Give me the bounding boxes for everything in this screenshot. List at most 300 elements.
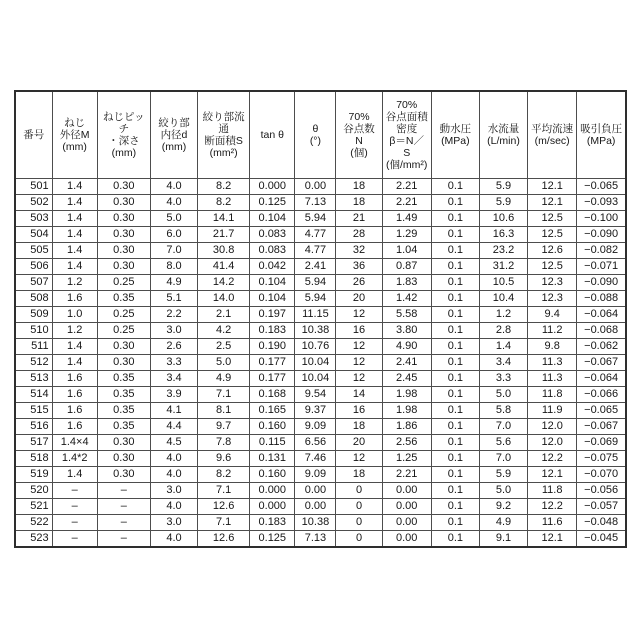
value-cell: 2.6 [150, 339, 197, 355]
value-cell: 3.4 [150, 371, 197, 387]
value-cell: 0.000 [250, 499, 295, 515]
value-cell: −0.093 [577, 195, 626, 211]
value-cell: – [97, 531, 150, 548]
value-cell: 0 [336, 531, 382, 548]
column-header: 平均流速 (m/sec) [528, 91, 577, 179]
value-cell: 0.1 [431, 275, 479, 291]
column-header: 吸引負圧 (MPa) [577, 91, 626, 179]
value-cell: 5.0 [479, 483, 527, 499]
column-header: ねじ 外径M (mm) [52, 91, 97, 179]
value-cell: 0.1 [431, 211, 479, 227]
value-cell: 2.21 [382, 195, 431, 211]
row-number-cell: 516 [15, 419, 52, 435]
value-cell: 10.6 [479, 211, 527, 227]
row-number-cell: 517 [15, 435, 52, 451]
table-row [15, 403, 626, 419]
value-cell: 5.9 [479, 195, 527, 211]
value-cell: 0.35 [97, 403, 150, 419]
value-cell: 36 [336, 259, 382, 275]
value-cell: 4.9 [198, 371, 250, 387]
value-cell: 0.177 [250, 355, 295, 371]
value-cell: 1.4 [52, 355, 97, 371]
value-cell: 5.9 [479, 467, 527, 483]
value-cell: 4.90 [382, 339, 431, 355]
value-cell: 3.80 [382, 323, 431, 339]
row-number-cell: 518 [15, 451, 52, 467]
value-cell: 3.0 [150, 323, 197, 339]
value-cell: 2.21 [382, 467, 431, 483]
value-cell: 0.183 [250, 323, 295, 339]
value-cell: −0.065 [577, 403, 626, 419]
value-cell: 16 [336, 403, 382, 419]
value-cell: 0.00 [295, 483, 336, 499]
value-cell: 0.160 [250, 467, 295, 483]
value-cell: 0.1 [431, 227, 479, 243]
row-number-cell: 506 [15, 259, 52, 275]
value-cell: 0.165 [250, 403, 295, 419]
table-row [15, 371, 626, 387]
value-cell: – [52, 531, 97, 548]
value-cell: 0.00 [295, 179, 336, 195]
value-cell: 8.2 [198, 179, 250, 195]
value-cell: 0.35 [97, 291, 150, 307]
value-cell: −0.082 [577, 243, 626, 259]
value-cell: 8.2 [198, 467, 250, 483]
value-cell: 11.15 [295, 307, 336, 323]
value-cell: 6.0 [150, 227, 197, 243]
value-cell: 12.6 [198, 531, 250, 548]
value-cell: −0.071 [577, 259, 626, 275]
value-cell: 5.0 [198, 355, 250, 371]
value-cell: 0.00 [382, 515, 431, 531]
value-cell: 14.0 [198, 291, 250, 307]
table-row [15, 323, 626, 339]
value-cell: 1.4 [52, 339, 97, 355]
value-cell: 9.1 [479, 531, 527, 548]
column-header: tan θ [250, 91, 295, 179]
value-cell: 9.7 [198, 419, 250, 435]
row-number-cell: 522 [15, 515, 52, 531]
data-table [14, 90, 627, 548]
value-cell: 0.00 [295, 499, 336, 515]
value-cell: 4.0 [150, 195, 197, 211]
value-cell: −0.066 [577, 387, 626, 403]
value-cell: −0.062 [577, 339, 626, 355]
value-cell: 1.42 [382, 291, 431, 307]
value-cell: 7.13 [295, 195, 336, 211]
value-cell: 7.1 [198, 387, 250, 403]
value-cell: – [97, 483, 150, 499]
value-cell: 18 [336, 467, 382, 483]
value-cell: 10.76 [295, 339, 336, 355]
row-number-cell: 513 [15, 371, 52, 387]
value-cell: 12 [336, 371, 382, 387]
value-cell: 2.56 [382, 435, 431, 451]
value-cell: 0.042 [250, 259, 295, 275]
value-cell: 0.30 [97, 259, 150, 275]
value-cell: 0.30 [97, 195, 150, 211]
value-cell: 11.8 [528, 387, 577, 403]
value-cell: 12.0 [528, 435, 577, 451]
value-cell: −0.075 [577, 451, 626, 467]
value-cell: 4.77 [295, 243, 336, 259]
value-cell: 0.1 [431, 179, 479, 195]
header-row [15, 91, 626, 179]
value-cell: 9.37 [295, 403, 336, 419]
value-cell: 3.4 [479, 355, 527, 371]
value-cell: 4.5 [150, 435, 197, 451]
value-cell: 0.30 [97, 227, 150, 243]
column-header: 絞り部流通 断面積S (mm²) [198, 91, 250, 179]
value-cell: 2.45 [382, 371, 431, 387]
table-row [15, 387, 626, 403]
value-cell: 1.6 [52, 403, 97, 419]
value-cell: 1.0 [52, 307, 97, 323]
value-cell: 4.2 [198, 323, 250, 339]
row-number-cell: 519 [15, 467, 52, 483]
value-cell: 1.2 [479, 307, 527, 323]
row-number-cell: 502 [15, 195, 52, 211]
table-row [15, 339, 626, 355]
table-row [15, 419, 626, 435]
value-cell: 12.1 [528, 467, 577, 483]
value-cell: 1.04 [382, 243, 431, 259]
row-number-cell: 508 [15, 291, 52, 307]
value-cell: −0.064 [577, 371, 626, 387]
value-cell: 1.6 [52, 371, 97, 387]
table-row [15, 531, 626, 548]
value-cell: 8.2 [198, 195, 250, 211]
column-header: ねじピッチ ・深さ (mm) [97, 91, 150, 179]
value-cell: 20 [336, 291, 382, 307]
value-cell: 30.8 [198, 243, 250, 259]
row-number-cell: 523 [15, 531, 52, 548]
value-cell: 7.0 [479, 451, 527, 467]
value-cell: 11.9 [528, 403, 577, 419]
value-cell: −0.090 [577, 227, 626, 243]
value-cell: 21.7 [198, 227, 250, 243]
value-cell: – [97, 499, 150, 515]
value-cell: 12.5 [528, 211, 577, 227]
row-number-cell: 504 [15, 227, 52, 243]
value-cell: −0.067 [577, 419, 626, 435]
value-cell: 5.94 [295, 291, 336, 307]
row-number-cell: 520 [15, 483, 52, 499]
value-cell: 2.5 [198, 339, 250, 355]
table-row [15, 515, 626, 531]
value-cell: – [97, 515, 150, 531]
value-cell: −0.100 [577, 211, 626, 227]
row-number-cell: 501 [15, 179, 52, 195]
column-header: 70% 谷点数 N (個) [336, 91, 382, 179]
row-number-cell: 509 [15, 307, 52, 323]
value-cell: 16 [336, 323, 382, 339]
table-row [15, 211, 626, 227]
value-cell: 14 [336, 387, 382, 403]
value-cell: −0.068 [577, 323, 626, 339]
table-row [15, 467, 626, 483]
value-cell: 1.4 [52, 179, 97, 195]
value-cell: 6.56 [295, 435, 336, 451]
value-cell: 0.1 [431, 355, 479, 371]
value-cell: 0.30 [97, 435, 150, 451]
value-cell: 0.25 [97, 323, 150, 339]
value-cell: 28 [336, 227, 382, 243]
value-cell: 3.9 [150, 387, 197, 403]
value-cell: 1.6 [52, 419, 97, 435]
value-cell: 0.25 [97, 275, 150, 291]
row-number-cell: 521 [15, 499, 52, 515]
value-cell: 0.30 [97, 355, 150, 371]
value-cell: −0.065 [577, 179, 626, 195]
value-cell: −0.048 [577, 515, 626, 531]
value-cell: 0.30 [97, 211, 150, 227]
value-cell: 0.1 [431, 339, 479, 355]
value-cell: 0.000 [250, 179, 295, 195]
value-cell: 0.35 [97, 387, 150, 403]
row-number-cell: 512 [15, 355, 52, 371]
value-cell: – [52, 515, 97, 531]
value-cell: 2.21 [382, 179, 431, 195]
value-cell: 0.177 [250, 371, 295, 387]
value-cell: 4.0 [150, 467, 197, 483]
value-cell: 4.4 [150, 419, 197, 435]
value-cell: 12.3 [528, 275, 577, 291]
row-number-cell: 511 [15, 339, 52, 355]
value-cell: 9.4 [528, 307, 577, 323]
value-cell: −0.090 [577, 275, 626, 291]
value-cell: 4.0 [150, 499, 197, 515]
value-cell: 18 [336, 419, 382, 435]
value-cell: 0.104 [250, 275, 295, 291]
value-cell: −0.088 [577, 291, 626, 307]
value-cell: 1.49 [382, 211, 431, 227]
value-cell: 10.04 [295, 355, 336, 371]
value-cell: 0 [336, 483, 382, 499]
value-cell: 3.3 [150, 355, 197, 371]
value-cell: 0.104 [250, 291, 295, 307]
value-cell: 1.98 [382, 387, 431, 403]
row-number-cell: 507 [15, 275, 52, 291]
value-cell: 12.2 [528, 499, 577, 515]
value-cell: 0.00 [382, 499, 431, 515]
value-cell: 12.6 [198, 499, 250, 515]
row-number-cell: 505 [15, 243, 52, 259]
value-cell: 0.35 [97, 371, 150, 387]
value-cell: 11.3 [528, 371, 577, 387]
value-cell: 0.125 [250, 195, 295, 211]
value-cell: 4.0 [150, 179, 197, 195]
value-cell: 10.4 [479, 291, 527, 307]
value-cell: 0.30 [97, 243, 150, 259]
value-cell: 12.0 [528, 419, 577, 435]
value-cell: 4.9 [150, 275, 197, 291]
value-cell: 1.25 [382, 451, 431, 467]
value-cell: 1.2 [52, 275, 97, 291]
value-cell: 7.0 [479, 419, 527, 435]
value-cell: 0.1 [431, 323, 479, 339]
value-cell: 32 [336, 243, 382, 259]
value-cell: 10.38 [295, 323, 336, 339]
table-row [15, 483, 626, 499]
value-cell: 10.5 [479, 275, 527, 291]
value-cell: 11.2 [528, 323, 577, 339]
value-cell: 12.1 [528, 531, 577, 548]
value-cell: 0 [336, 499, 382, 515]
row-number-cell: 514 [15, 387, 52, 403]
value-cell: 18 [336, 179, 382, 195]
value-cell: – [52, 483, 97, 499]
value-cell: 0.1 [431, 451, 479, 467]
value-cell: 23.2 [479, 243, 527, 259]
value-cell: 1.6 [52, 387, 97, 403]
value-cell: 8.0 [150, 259, 197, 275]
value-cell: 0.1 [431, 499, 479, 515]
row-number-cell: 510 [15, 323, 52, 339]
value-cell: 0.083 [250, 243, 295, 259]
value-cell: 5.9 [479, 179, 527, 195]
column-header: 動水圧 (MPa) [431, 91, 479, 179]
value-cell: 4.0 [150, 531, 197, 548]
value-cell: 2.41 [295, 259, 336, 275]
value-cell: 11.3 [528, 355, 577, 371]
value-cell: 0.168 [250, 387, 295, 403]
table-row [15, 499, 626, 515]
value-cell: 4.77 [295, 227, 336, 243]
value-cell: −0.067 [577, 355, 626, 371]
value-cell: 5.8 [479, 403, 527, 419]
value-cell: 41.4 [198, 259, 250, 275]
value-cell: 0.125 [250, 531, 295, 548]
value-cell: 7.46 [295, 451, 336, 467]
value-cell: 5.58 [382, 307, 431, 323]
value-cell: 2.41 [382, 355, 431, 371]
value-cell: 0.1 [431, 195, 479, 211]
value-cell: 0.00 [382, 531, 431, 548]
value-cell: 9.09 [295, 419, 336, 435]
value-cell: 12.5 [528, 259, 577, 275]
table-row [15, 179, 626, 195]
value-cell: 14.1 [198, 211, 250, 227]
value-cell: 7.8 [198, 435, 250, 451]
value-cell: 1.4 [52, 211, 97, 227]
value-cell: 12.1 [528, 179, 577, 195]
value-cell: 12.1 [528, 195, 577, 211]
value-cell: 1.4 [479, 339, 527, 355]
value-cell: 12.2 [528, 451, 577, 467]
value-cell: 0.104 [250, 211, 295, 227]
value-cell: 7.13 [295, 531, 336, 548]
value-cell: 18 [336, 195, 382, 211]
table-row [15, 275, 626, 291]
value-cell: 0.30 [97, 179, 150, 195]
value-cell: 0.1 [431, 259, 479, 275]
value-cell: 21 [336, 211, 382, 227]
value-cell: 9.8 [528, 339, 577, 355]
value-cell: 11.6 [528, 515, 577, 531]
value-cell: 0 [336, 515, 382, 531]
value-cell: 1.4 [52, 243, 97, 259]
value-cell: 16.3 [479, 227, 527, 243]
value-cell: 1.86 [382, 419, 431, 435]
value-cell: 0.115 [250, 435, 295, 451]
column-header: 70% 谷点面積 密度 β＝N／ S (個/mm²) [382, 91, 431, 179]
value-cell: 0.1 [431, 243, 479, 259]
value-cell: 0.000 [250, 483, 295, 499]
value-cell: 5.0 [150, 211, 197, 227]
value-cell: −0.056 [577, 483, 626, 499]
value-cell: 1.83 [382, 275, 431, 291]
table-row [15, 195, 626, 211]
value-cell: 12 [336, 307, 382, 323]
value-cell: 5.0 [479, 387, 527, 403]
value-cell: 1.4 [52, 195, 97, 211]
value-cell: 5.94 [295, 275, 336, 291]
table-row [15, 291, 626, 307]
value-cell: 0.00 [382, 483, 431, 499]
value-cell: 1.4 [52, 467, 97, 483]
value-cell: 0.30 [97, 451, 150, 467]
value-cell: 7.1 [198, 515, 250, 531]
value-cell: 0.183 [250, 515, 295, 531]
row-number-cell: 515 [15, 403, 52, 419]
value-cell: −0.069 [577, 435, 626, 451]
value-cell: 12 [336, 451, 382, 467]
value-cell: 20 [336, 435, 382, 451]
value-cell: 4.0 [150, 451, 197, 467]
value-cell: 5.6 [479, 435, 527, 451]
value-cell: 0.1 [431, 403, 479, 419]
value-cell: 7.0 [150, 243, 197, 259]
value-cell: 9.6 [198, 451, 250, 467]
value-cell: 9.09 [295, 467, 336, 483]
value-cell: 1.4 [52, 227, 97, 243]
value-cell: 0.1 [431, 531, 479, 548]
value-cell: – [52, 499, 97, 515]
value-cell: 0.30 [97, 467, 150, 483]
value-cell: 12 [336, 355, 382, 371]
value-cell: 0.87 [382, 259, 431, 275]
value-cell: 10.38 [295, 515, 336, 531]
value-cell: 0.1 [431, 515, 479, 531]
value-cell: −0.064 [577, 307, 626, 323]
column-header: 番号 [15, 91, 52, 179]
value-cell: 2.1 [198, 307, 250, 323]
value-cell: 12.5 [528, 227, 577, 243]
value-cell: 12 [336, 339, 382, 355]
value-cell: 1.2 [52, 323, 97, 339]
value-cell: 0.1 [431, 467, 479, 483]
value-cell: 4.1 [150, 403, 197, 419]
value-cell: 7.1 [198, 483, 250, 499]
value-cell: 0.1 [431, 483, 479, 499]
value-cell: 0.131 [250, 451, 295, 467]
value-cell: 0.35 [97, 419, 150, 435]
value-cell: 2.2 [150, 307, 197, 323]
value-cell: 0.1 [431, 419, 479, 435]
value-cell: 3.0 [150, 483, 197, 499]
table-row [15, 243, 626, 259]
value-cell: 11.8 [528, 483, 577, 499]
value-cell: 4.9 [479, 515, 527, 531]
value-cell: 31.2 [479, 259, 527, 275]
value-cell: 1.29 [382, 227, 431, 243]
value-cell: 14.2 [198, 275, 250, 291]
table-row [15, 451, 626, 467]
column-header: 絞り部 内径d (mm) [150, 91, 197, 179]
value-cell: 1.98 [382, 403, 431, 419]
value-cell: −0.045 [577, 531, 626, 548]
